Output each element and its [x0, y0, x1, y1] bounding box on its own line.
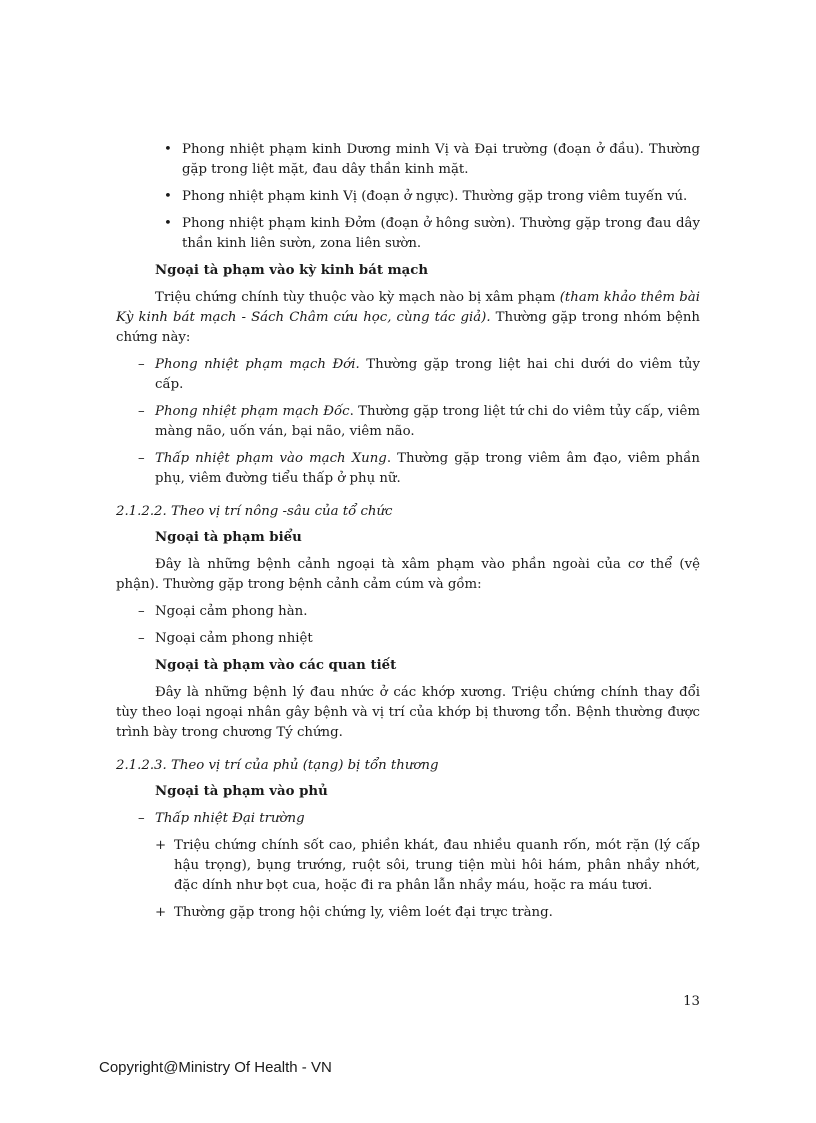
page-content — [116, 140, 700, 930]
heading-pham-phu: Ngoại tà phạm vào phủ — [155, 784, 328, 799]
text-span: Triệu chứng chính tùy thuộc vào kỳ mạch nào bị xâm phạm — [155, 290, 560, 305]
italic-term: Thấp nhiệt phạm vào mạch Xung — [155, 451, 387, 466]
copyright-footer: Copyright@Ministry Of Health - VN — [99, 1059, 332, 1076]
plus-item: + Triệu chứng chính sốt cao, phiền khát, đau nhiều quanh rốn, mót rặn (lý cấp hậu trọng), bụng trướng, ruột sôi, trung tiện mùi hôi hám, phân nhầy nhớt, đặc dính như bọt cua, hoặc đi ra phân lẫn nhầy máu, hoặc ra máu tươi. — [116, 836, 700, 896]
dash-item — [116, 449, 700, 489]
heading-quan-tiet: Ngoại tà phạm vào các quan tiết — [155, 658, 397, 673]
text-span: . Thường gặp trong liệt tứ chi do viêm tủy cấp, viêm màng não, uốn ván, bại não, viêm não. — [155, 404, 700, 439]
heading-pham-bieu: Ngoại tà phạm biểu — [155, 530, 302, 545]
section-title-2-1-2-3: 2.1.2.3. Theo vị trí của phủ (tạng) bị tổn thương — [116, 758, 439, 773]
bullet-item: • Phong nhiệt phạm kinh Đởm (đoạn ở hông sườn). Thường gặp trong đau dây thần kinh liên sườn, zona liên sườn. — [116, 214, 700, 254]
paragraph-quan-tiet: Đây là những bệnh lý đau nhức ở các khớp xương. Triệu chứng chính thay đổi tùy theo loại ngoại nhân gây bệnh và vị trí của khớp bị thương tổn. Bệnh thường được trình bày trong chương Tý chứng. — [116, 685, 700, 740]
dash-item — [116, 809, 700, 829]
italic-term: Phong nhiệt phạm mạch Đốc — [155, 404, 350, 419]
text-span: . Thường gặp trong viêm âm đạo, viêm phần phụ, viêm đường tiểu thấp ở phụ nữ. — [155, 451, 700, 486]
italic-reference: (tham khảo thêm bài Kỳ kinh bát mạch - Sách Châm cứu học, cùng tác giả). — [116, 290, 700, 325]
page-number: 13 — [683, 994, 700, 1009]
text-span: Thường gặp trong nhóm bệnh chứng này: — [116, 310, 700, 345]
heading-ky-kinh-bat-mach: Ngoại tà phạm vào kỳ kinh bát mạch — [155, 263, 429, 278]
paragraph-pham-bieu: Đây là những bệnh cảnh ngoại tà xâm phạm vào phần ngoài của cơ thể (vệ phận). Thường gặp trong bệnh cảnh cảm cúm và gồm: — [116, 557, 700, 592]
italic-term: Phong nhiệt phạm mạch Đới. — [155, 357, 360, 372]
italic-term: Thấp nhiệt Đại trường — [155, 811, 305, 826]
dash-item — [116, 355, 700, 395]
text-span: Thường gặp trong liệt hai chi dưới do viêm tủy cấp. — [155, 357, 700, 392]
section-title-2-1-2-2: 2.1.2.2. Theo vị trí nông -sâu của tổ chức — [116, 504, 393, 519]
bullet-item: • Phong nhiệt phạm kinh Dương minh Vị và Đại trường (đoạn ở đầu). Thường gặp trong liệt mặt, đau dây thần kinh mặt. — [116, 140, 700, 180]
dash-item — [116, 402, 700, 442]
bullet-item: • Phong nhiệt phạm kinh Vị (đoạn ở ngực). Thường gặp trong viêm tuyến vú. — [116, 187, 700, 207]
paragraph-ky-kinh — [116, 288, 700, 348]
dash-item: – Ngoại cảm phong hàn. — [116, 602, 700, 622]
plus-item: + Thường gặp trong hội chứng ly, viêm loét đại trực tràng. — [116, 903, 700, 923]
dash-item: – Ngoại cảm phong nhiệt — [116, 629, 700, 649]
